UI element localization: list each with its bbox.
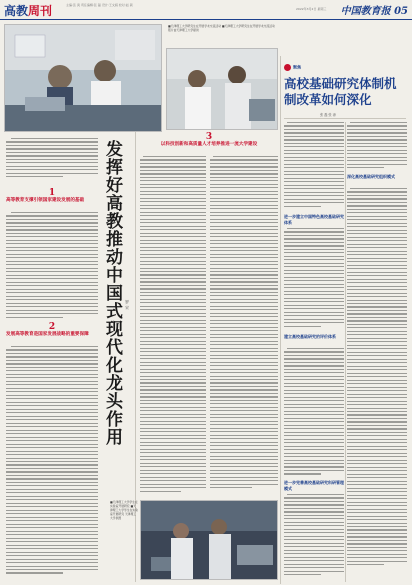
scientists-photo-image — [167, 49, 278, 130]
feature-title: 发挥好高教推动中国式现代化龙头作用 — [102, 140, 122, 446]
feature-author: 罗 宋 — [125, 300, 130, 310]
section-title: 高教周刊 — [4, 4, 53, 18]
bottom-photo — [140, 500, 278, 580]
section-3-text-col1 — [140, 156, 206, 496]
header-photo-image — [279, 20, 408, 54]
right-col2-text-b — [347, 188, 407, 580]
right-col1-text-a — [284, 122, 344, 212]
section-3-text-col2 — [210, 156, 278, 496]
right-subhead-4: 进一步完善高校基础研究科研管理模式 — [284, 480, 344, 491]
column-logo: 聚焦 — [284, 64, 301, 71]
lab-students-photo-image — [141, 501, 278, 580]
section-2-heading: 发展高等教育是国家发展战略的重要保障 — [6, 332, 89, 337]
top-right-photo — [279, 20, 408, 54]
right-col1-text-b — [284, 228, 344, 332]
title-rule — [284, 118, 406, 119]
lab-photo-image — [5, 25, 162, 132]
middle-photo — [166, 48, 278, 130]
right-subhead-2: 建立高校基础研究的评价体系 — [284, 334, 336, 339]
paper-name: 中国教育报 05 — [340, 6, 408, 17]
column-rule-2 — [280, 56, 281, 584]
section-3-number: 3 — [205, 132, 213, 142]
top-photo-caption: ■天津理工大学研究生在开展学术交流活动 ■天津理工大学研究生在开展学术交流活动 照片由天津理工大学提供 — [168, 24, 275, 32]
top-photo — [4, 24, 162, 132]
right-article-byline: 张 磊 张 涛 — [320, 113, 336, 117]
right-article-title: 高校基础研究体制机制改革如何深化 — [284, 76, 397, 107]
column-rule-3 — [345, 122, 346, 582]
section-2-text — [6, 346, 98, 580]
right-col2-text-a — [347, 122, 407, 172]
section-2-number: 2 — [48, 322, 56, 332]
section-1-text — [6, 212, 98, 320]
right-col1-text-c — [284, 348, 344, 478]
editor-meta: 主编:张 爽 责任编辑:张 磊 设计:王文娟 校对:赵 颖 — [66, 3, 133, 7]
right-subhead-1: 进一步建立中国特色高校基础研究体系 — [284, 214, 344, 225]
right-col1-text-d — [284, 494, 344, 580]
section-3-heading: 以科技创新和高质量人才培养推进一流大学建设 — [160, 142, 258, 147]
intro-text — [6, 138, 98, 186]
section-1-heading: 高等教育支撑引领国家建设发展的基础 — [6, 198, 85, 203]
bottom-photo-caption: ■天津理工大学学生在实验室开展研究 ■天津理工大学学生在实验室开展研究 天津理工大学供图 — [110, 500, 138, 520]
column-logo-icon — [284, 64, 291, 71]
right-subhead-3: 深化高校基础研究组织模式 — [347, 174, 395, 179]
issue-date: 2022年3月2日 星期三 — [296, 7, 327, 11]
section-1-number: 1 — [48, 188, 56, 198]
masthead — [0, 0, 412, 20]
